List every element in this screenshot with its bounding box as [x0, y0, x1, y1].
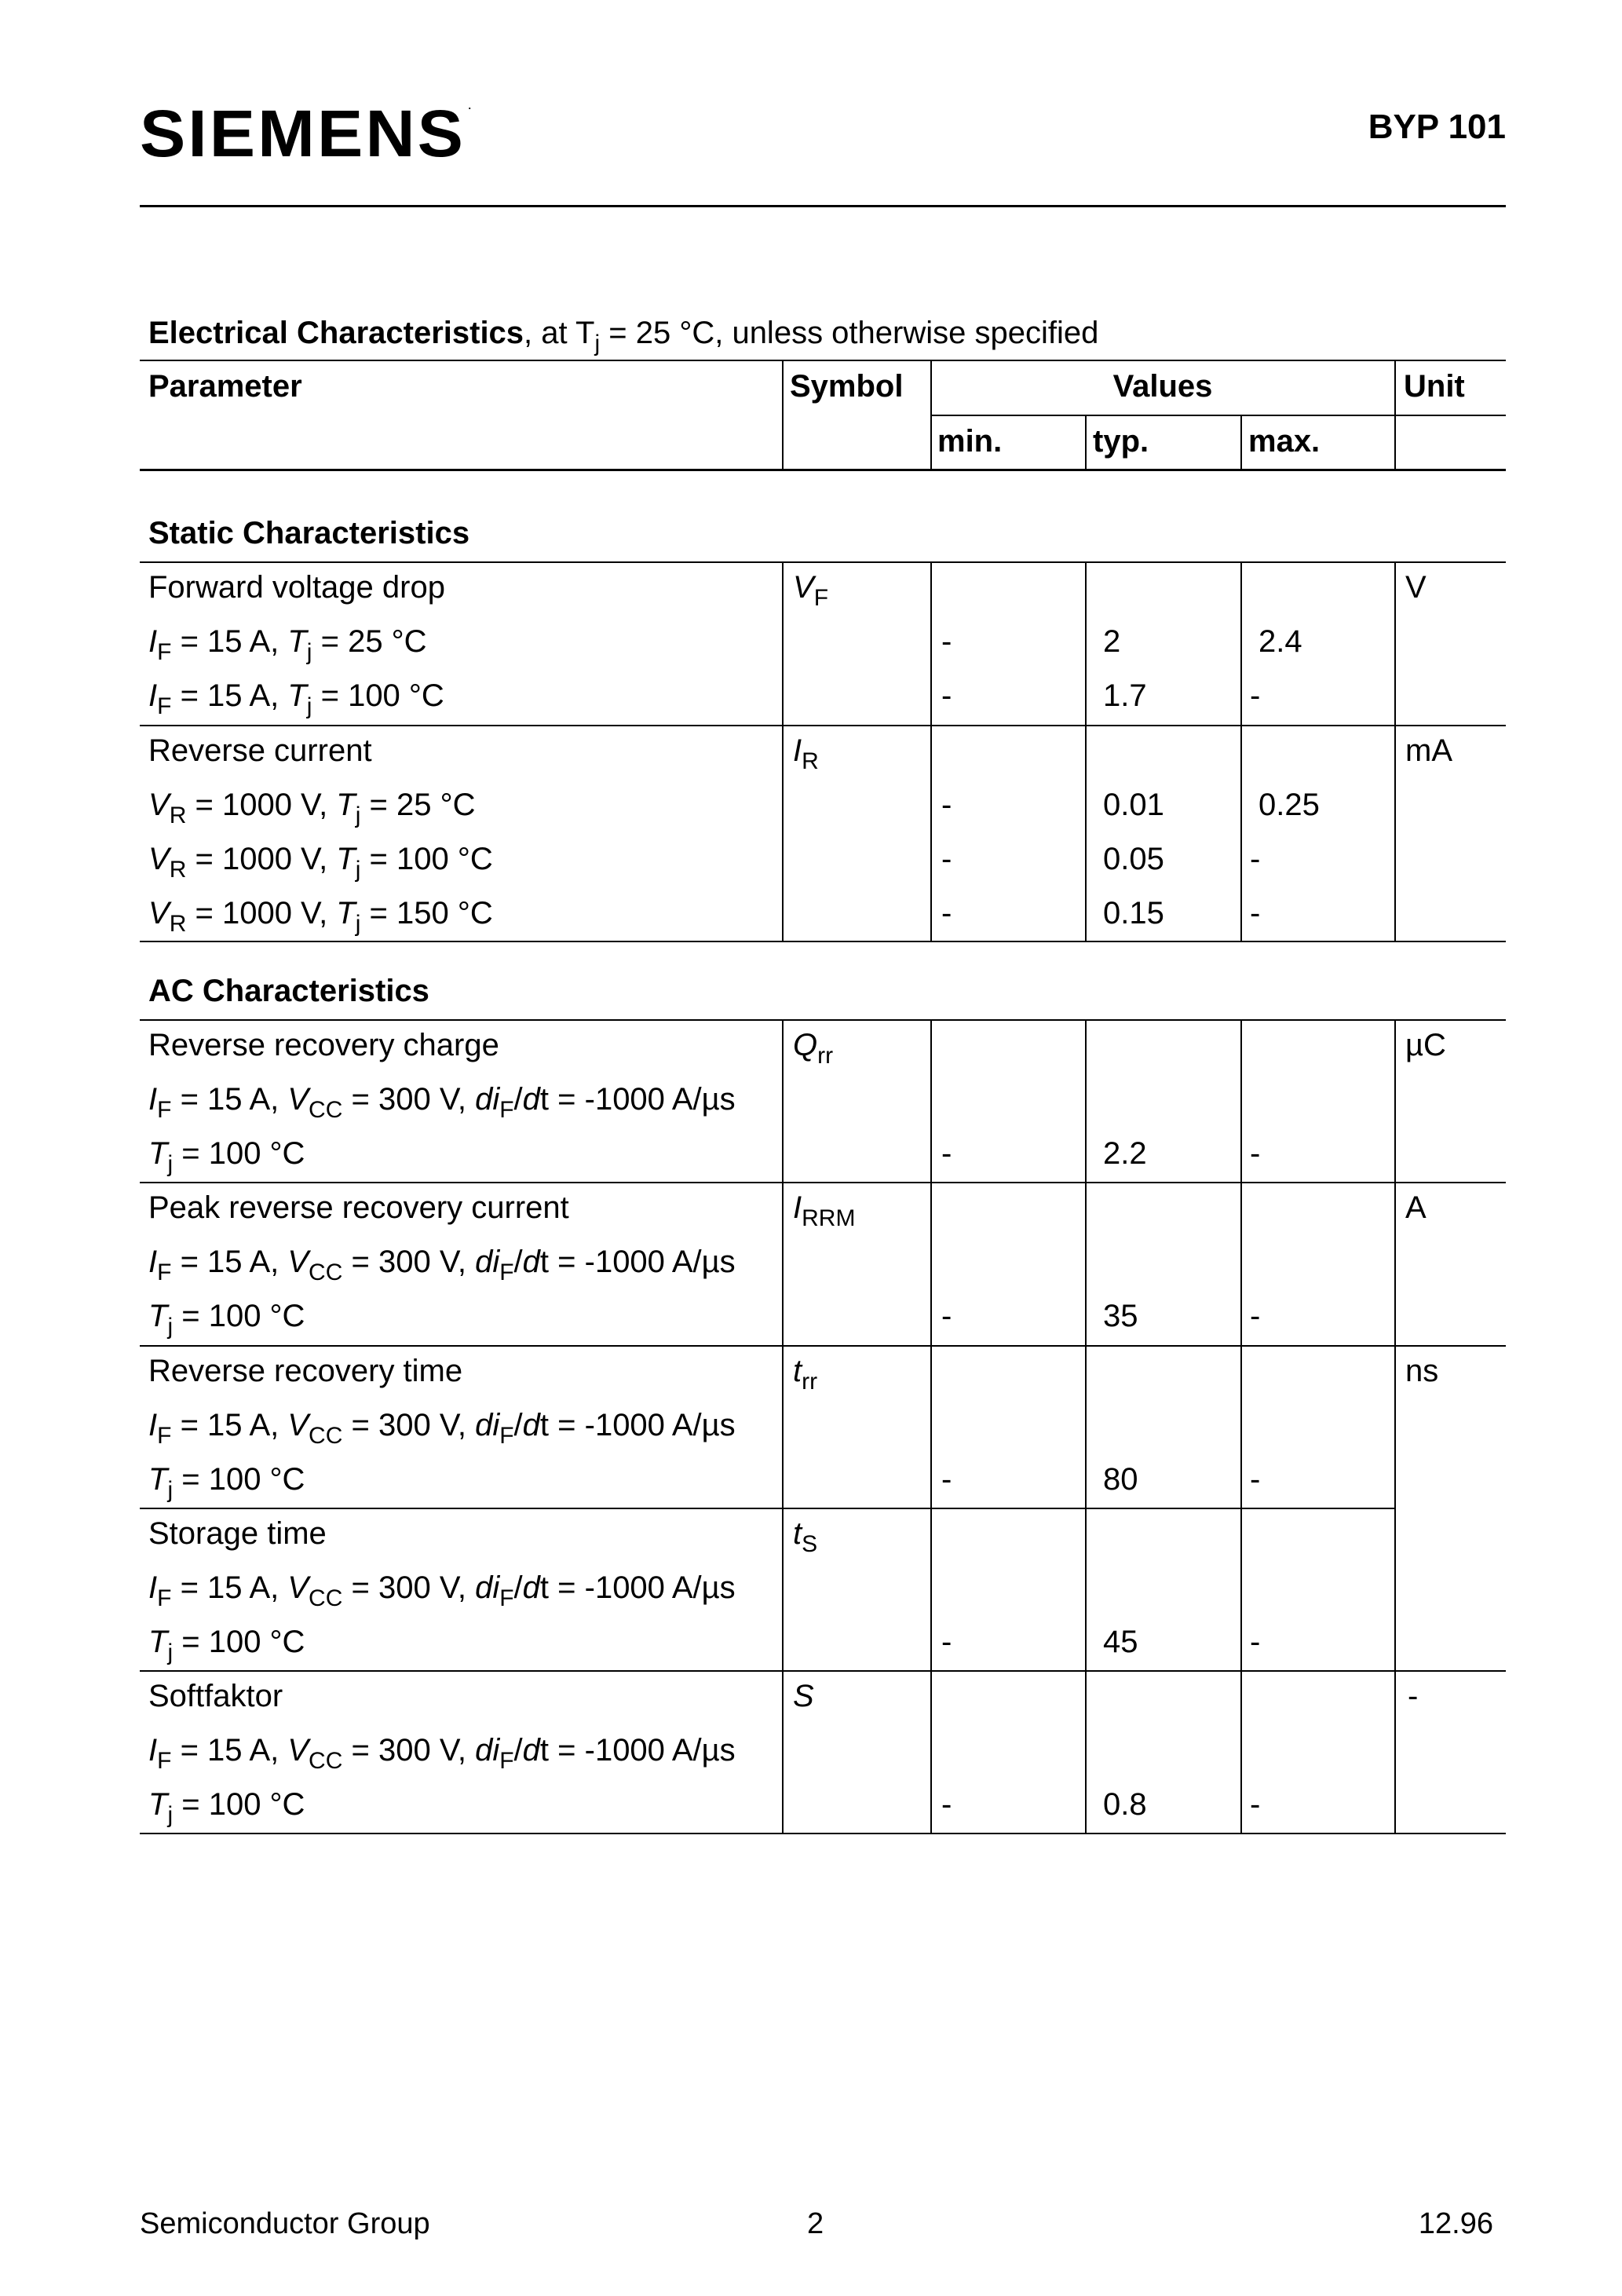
col-rule [1240, 1019, 1242, 1834]
symbol-vf: $V_F$ [793, 570, 829, 611]
condition-vf-2: $I_F = 15$ A, $T_j = 100$ °C [148, 678, 444, 719]
unit-irrm: A [1405, 1190, 1427, 1225]
condition-vf-1: $I_F = 15$ A, $T_j = 25$ °C [148, 624, 427, 665]
header-rule [140, 205, 1506, 207]
param-reverse-recovery-charge: Reverse recovery charge [148, 1028, 499, 1062]
value-typ: 0.15 [1103, 896, 1164, 930]
row-rule [140, 941, 1506, 942]
symbol-ir: $I_R$ [793, 733, 819, 774]
col-rule [1085, 1019, 1087, 1834]
header-min: min. [937, 424, 1003, 459]
value-min: - [941, 788, 952, 822]
col-rule [1085, 561, 1087, 941]
col-rule [1394, 1019, 1396, 1834]
param-peak-reverse-recovery-current: Peak reverse recovery current [148, 1190, 569, 1225]
value-min: - [941, 842, 952, 876]
header-typ: typ. [1093, 424, 1149, 459]
value-max: 2.4 [1259, 624, 1302, 659]
unit-vf: V [1405, 570, 1427, 605]
footer-page-number: 2 [807, 2207, 824, 2240]
value-typ: 2.2 [1103, 1136, 1147, 1171]
row-rule [140, 1508, 1395, 1509]
header-unit: Unit [1404, 369, 1465, 404]
value-max: 0.25 [1259, 788, 1320, 822]
footer-date: 12.96 [1418, 2207, 1493, 2240]
header-parameter: Parameter [148, 369, 302, 404]
value-typ: 2 [1103, 624, 1121, 659]
col-rule [1240, 561, 1242, 941]
col-rule [782, 561, 784, 941]
value-min: - [941, 896, 952, 930]
value-min: - [941, 1136, 952, 1171]
value-max: - [1250, 1136, 1261, 1171]
value-min: - [941, 624, 952, 659]
unit-s: - [1408, 1679, 1419, 1713]
symbol-trr: $t_{rr}$ [793, 1354, 818, 1395]
condition-ir-3: $V_R = 1000$ V, $T_j = 150$ °C [148, 896, 493, 937]
value-typ: 0.8 [1103, 1787, 1147, 1822]
value-max: - [1250, 1299, 1261, 1333]
value-min: - [941, 1625, 952, 1659]
value-typ: 45 [1103, 1625, 1138, 1659]
condition-qrr-2: $T_j = 100$ °C [148, 1136, 305, 1177]
value-typ: 1.7 [1103, 678, 1147, 713]
value-min: - [941, 678, 952, 713]
footer-group: Semiconductor Group [140, 2207, 430, 2240]
condition-s-1: $I_F = 15$ A, $V_{CC} = 300$ V, $di_F/dt = -1000$ A/µs [148, 1733, 736, 1774]
value-typ: 80 [1103, 1462, 1138, 1497]
condition-ir-1: $V_R = 1000$ V, $T_j = 25$ °C [148, 788, 476, 828]
col-rule [782, 1019, 784, 1834]
value-typ: 0.01 [1103, 788, 1164, 822]
condition-ts-2: $T_j = 100$ °C [148, 1625, 305, 1665]
part-number: BYP 101 [1368, 108, 1506, 146]
value-min: - [941, 1299, 952, 1333]
value-max: - [1250, 1787, 1261, 1822]
value-max: - [1250, 1625, 1261, 1659]
row-rule [140, 1182, 1506, 1183]
condition-s-2: $T_j = 100$ °C [148, 1787, 305, 1828]
symbol-ts: $t_S$ [793, 1516, 818, 1557]
row-rule [140, 1345, 1506, 1347]
table-bottom-rule [140, 1833, 1506, 1834]
condition-irrm-1: $I_F = 15$ A, $V_{CC} = 300$ V, $di_F/dt = -1000$ A/µs [148, 1245, 736, 1285]
static-section-rule [140, 561, 1506, 563]
static-section-heading: Static Characteristics [148, 516, 470, 550]
unit-ir: mA [1405, 733, 1452, 768]
row-rule [140, 1670, 1506, 1672]
section-title: Electrical Characteristics, at $T_j = 25$ °C, unless otherwise specified [148, 316, 1099, 356]
col-rule [1240, 415, 1242, 470]
value-min: - [941, 1462, 952, 1497]
value-max: - [1250, 842, 1261, 876]
header-values: Values [1112, 369, 1213, 404]
value-typ: 35 [1103, 1299, 1138, 1333]
condition-ts-1: $I_F = 15$ A, $V_{CC} = 300$ V, $di_F/dt = -1000$ A/µs [148, 1570, 736, 1611]
header-sub-rule [931, 415, 1506, 416]
col-rule [1394, 360, 1396, 470]
col-rule [782, 360, 784, 470]
header-max: max. [1248, 424, 1321, 459]
value-max: - [1250, 1462, 1261, 1497]
param-softfaktor: Softfaktor [148, 1679, 283, 1713]
unit-qrr: µC [1405, 1028, 1446, 1062]
header-bottom-rule [140, 469, 1506, 471]
siemens-logo: SIEMENS · [140, 97, 473, 170]
param-storage-time: Storage time [148, 1516, 327, 1551]
ac-section-rule [140, 1019, 1506, 1021]
row-rule [140, 725, 1506, 726]
col-rule [1085, 415, 1087, 470]
value-max: - [1250, 678, 1261, 713]
value-min: - [941, 1787, 952, 1822]
col-rule [1394, 561, 1396, 941]
param-reverse-recovery-time: Reverse recovery time [148, 1354, 463, 1388]
param-reverse-current: Reverse current [148, 733, 372, 768]
condition-irrm-2: $T_j = 100$ °C [148, 1299, 305, 1340]
unit-trr: ns [1405, 1354, 1439, 1388]
condition-ir-2: $V_R = 1000$ V, $T_j = 100$ °C [148, 842, 493, 883]
symbol-irrm: $I_{RRM}$ [793, 1190, 856, 1231]
col-rule [930, 1019, 932, 1834]
value-max: - [1250, 896, 1261, 930]
col-rule [930, 561, 932, 941]
condition-qrr-1: $I_F = 15$ A, $V_{CC} = 300$ V, $di_F/dt = -1000$ A/µs [148, 1082, 736, 1123]
header-symbol: Symbol [790, 369, 904, 404]
symbol-s: S [793, 1679, 814, 1713]
symbol-qrr: $Q_{rr}$ [793, 1028, 834, 1069]
condition-trr-1: $I_F = 15$ A, $V_{CC} = 300$ V, $di_F/dt = -1000$ A/µs [148, 1408, 736, 1449]
condition-trr-2: $T_j = 100$ °C [148, 1462, 305, 1503]
value-typ: 0.05 [1103, 842, 1164, 876]
ac-section-heading: AC Characteristics [148, 974, 429, 1008]
table-top-rule [140, 360, 1506, 361]
param-forward-voltage-drop: Forward voltage drop [148, 570, 445, 605]
